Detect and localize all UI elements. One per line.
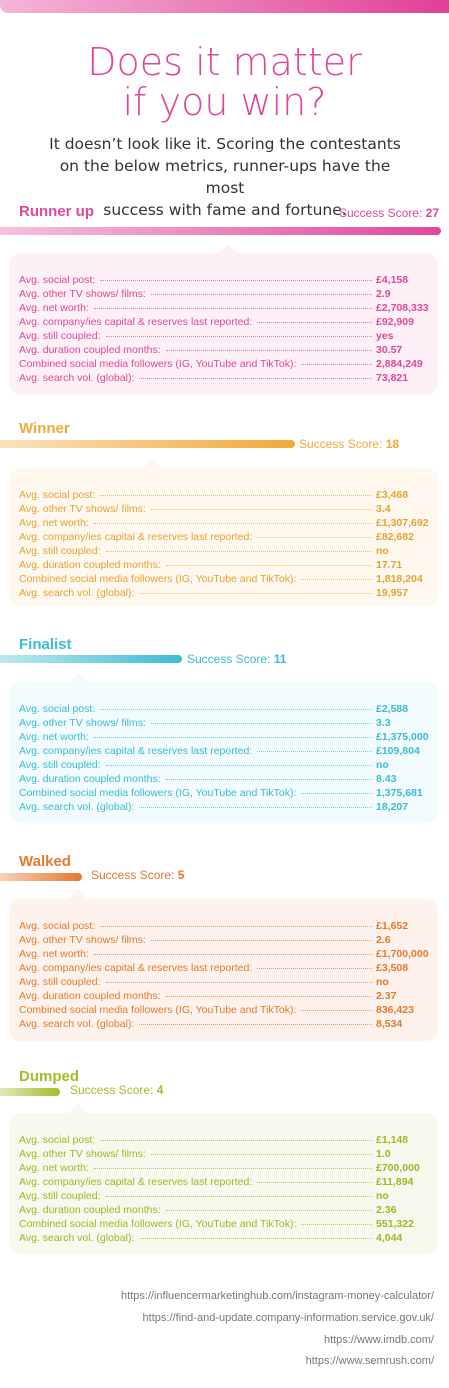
metric-label: Combined social media followers (IG, YouTube and TikTok): — [19, 1218, 297, 1230]
metric-row — [19, 530, 424, 544]
metric-row — [19, 544, 424, 558]
metric-value: £3,468 — [376, 489, 409, 501]
metric-row — [19, 744, 424, 758]
panel-pointer — [144, 459, 162, 468]
metric-row — [19, 357, 424, 371]
section-title: Winner — [19, 420, 70, 437]
dotted-leader — [94, 308, 372, 309]
metric-label: Avg. other TV shows/ films: — [19, 717, 146, 729]
metric-label: Avg. net worth: — [19, 1162, 89, 1174]
section-title: Dumped — [19, 1068, 79, 1085]
metric-row — [19, 273, 424, 287]
dotted-leader — [151, 294, 372, 295]
dotted-leader — [257, 537, 372, 538]
metric-row — [19, 343, 424, 357]
metric-value: 8,534 — [376, 1018, 403, 1030]
metric-value: £4,158 — [376, 274, 409, 286]
success-score-text: Success Score: — [70, 1083, 157, 1097]
metric-label: Combined social media followers (IG, YouTube and TikTok): — [19, 787, 297, 799]
metric-value: 2.36 — [376, 1204, 397, 1216]
metric-value: £11,894 — [376, 1176, 414, 1188]
metrics-panel — [9, 899, 438, 1041]
metric-value: 1,375,681 — [376, 787, 423, 799]
metric-value: £1,307,692 — [376, 517, 429, 529]
metric-value: 19,957 — [376, 587, 409, 599]
page-title-line-2: if you win? — [122, 80, 327, 124]
metric-value: 3.3 — [376, 717, 391, 729]
success-score-bar — [0, 655, 182, 663]
success-score-text: Success Score: — [338, 206, 426, 220]
dotted-leader — [301, 579, 372, 580]
metric-row — [19, 371, 424, 385]
dotted-leader — [301, 1224, 372, 1225]
success-score-value: 5 — [177, 868, 185, 882]
metric-label: Combined social media followers (IG, YouTube and TikTok): — [19, 1004, 297, 1016]
metric-label: Avg. social post: — [19, 1134, 96, 1146]
metric-row — [19, 730, 429, 744]
panel-pointer — [69, 890, 87, 899]
success-score-label — [339, 206, 439, 220]
metric-row — [19, 919, 424, 933]
dotted-leader — [106, 765, 372, 766]
metric-row — [19, 287, 424, 301]
success-score-label — [70, 1083, 163, 1097]
metric-label: Avg. company/ies capital & reserves last reported: — [19, 531, 253, 543]
success-score-text: Success Score: — [299, 437, 386, 451]
success-score-bar — [0, 227, 441, 235]
metric-row — [19, 1189, 424, 1203]
metric-label: Avg. other TV shows/ films: — [19, 934, 146, 946]
dotted-leader — [100, 709, 372, 710]
metric-value: no — [376, 759, 389, 771]
metrics-panel — [9, 468, 438, 606]
dotted-leader — [257, 968, 372, 969]
metric-value: 3.4 — [376, 503, 391, 515]
metric-row — [19, 947, 429, 961]
metric-label: Avg. social post: — [19, 920, 96, 932]
metric-label: Avg. search vol. (global): — [19, 1232, 135, 1244]
metric-row — [19, 1203, 424, 1217]
metric-row — [19, 786, 424, 800]
metric-value: 30.57 — [376, 344, 403, 356]
metric-value: 1,818,204 — [376, 573, 423, 585]
metric-value: yes — [376, 330, 394, 342]
metric-label: Avg. still coupled: — [19, 1190, 101, 1202]
metric-label: Avg. still coupled: — [19, 976, 101, 988]
subtitle-line-1: It doesn’t look like it. Scoring the contestants — [49, 135, 401, 153]
metric-label: Combined social media followers (IG, YouTube and TikTok): — [19, 358, 297, 370]
metric-label: Avg. other TV shows/ films: — [19, 288, 146, 300]
metric-value: £1,700,000 — [376, 948, 429, 960]
dotted-leader — [100, 1140, 372, 1141]
metric-label: Avg. company/ies capital & reserves last reported: — [19, 316, 253, 328]
metric-label: Avg. still coupled: — [19, 330, 101, 342]
metric-label: Avg. search vol. (global): — [19, 801, 135, 813]
panel-pointer — [69, 673, 87, 682]
source-link[interactable]: https://influencermarketinghub.com/instagram-money-calculator/ — [120, 1290, 434, 1302]
dotted-leader — [151, 940, 372, 941]
metric-row — [19, 502, 424, 516]
metric-row — [19, 772, 424, 786]
metric-row — [19, 301, 429, 315]
section-title: Walked — [19, 853, 71, 870]
metric-value: £700,000 — [376, 1162, 420, 1174]
metric-value: £82,682 — [376, 531, 414, 543]
metric-label: Avg. duration coupled months: — [19, 1204, 161, 1216]
metric-row — [19, 1231, 424, 1245]
metric-row — [19, 975, 424, 989]
section-title: Finalist — [19, 636, 72, 653]
metric-label: Avg. social post: — [19, 703, 96, 715]
metric-row — [19, 800, 424, 814]
metric-value: £1,148 — [376, 1134, 409, 1146]
dotted-leader — [139, 807, 372, 808]
metric-row — [19, 329, 424, 343]
metric-value: no — [376, 545, 389, 557]
success-score-value: 27 — [425, 206, 439, 220]
success-score-text: Success Score: — [187, 652, 274, 666]
dotted-leader — [100, 495, 372, 496]
metric-label: Avg. net worth: — [19, 517, 89, 529]
dotted-leader — [106, 336, 372, 337]
section-dumped — [0, 1068, 449, 1254]
success-score-text: Success Score: — [91, 868, 178, 882]
metric-value: 1.0 — [376, 1148, 391, 1160]
success-score-value: 11 — [273, 652, 287, 666]
success-score-value: 4 — [156, 1083, 164, 1097]
metric-row — [19, 1133, 424, 1147]
success-score-label — [187, 652, 286, 666]
metric-label: Avg. other TV shows/ films: — [19, 503, 146, 515]
metric-row — [19, 716, 424, 730]
metric-label: Combined social media followers (IG, YouTube and TikTok): — [19, 573, 297, 585]
metric-label: Avg. net worth: — [19, 731, 89, 743]
metric-row — [19, 758, 424, 772]
metric-value: £1,375,000 — [376, 731, 429, 743]
metric-row — [19, 315, 424, 329]
dotted-leader — [139, 1238, 372, 1239]
source-link[interactable]: https://find-and-update.company-information.service.gov.uk/ — [142, 1312, 434, 1324]
metric-label: Avg. net worth: — [19, 948, 89, 960]
dotted-leader — [166, 996, 372, 997]
section-title: Runner up — [19, 203, 94, 220]
dotted-leader — [151, 723, 372, 724]
dotted-leader — [94, 1168, 372, 1169]
metric-label: Avg. still coupled: — [19, 759, 101, 771]
metric-label: Avg. duration coupled months: — [19, 990, 161, 1002]
metric-label: Avg. duration coupled months: — [19, 773, 161, 785]
metric-label: Avg. still coupled: — [19, 545, 101, 557]
metric-row — [19, 1017, 424, 1031]
metric-value: no — [376, 976, 389, 988]
metric-value: £2,588 — [376, 703, 409, 715]
top-accent-bar — [0, 0, 449, 13]
dotted-leader — [151, 1154, 372, 1155]
metric-value: no — [376, 1190, 389, 1202]
dotted-leader — [257, 322, 372, 323]
metric-label: Avg. duration coupled months: — [19, 344, 161, 356]
page-title-line-1: Does it matter — [87, 40, 362, 84]
success-score-label — [299, 437, 399, 451]
metric-label: Avg. company/ies capital & reserves last reported: — [19, 745, 253, 757]
dotted-leader — [139, 378, 372, 379]
metric-label: Avg. search vol. (global): — [19, 587, 135, 599]
success-score-bar — [0, 1088, 60, 1096]
metric-value: 2.37 — [376, 990, 397, 1002]
success-score-bar — [0, 873, 82, 881]
dotted-leader — [94, 737, 372, 738]
dotted-leader — [166, 779, 372, 780]
metric-label: Avg. other TV shows/ films: — [19, 1148, 146, 1160]
metrics-panel — [9, 253, 438, 395]
subtitle-line-3: success with fame and fortune. — [103, 201, 347, 219]
metrics-panel — [9, 682, 438, 823]
metric-value: 17.71 — [376, 559, 403, 571]
metric-value: 836,423 — [376, 1004, 414, 1016]
metric-label: Avg. social post: — [19, 274, 96, 286]
metric-row — [19, 1217, 424, 1231]
metric-value: 4,044 — [376, 1232, 403, 1244]
success-score-label — [91, 868, 184, 882]
panel-pointer — [219, 244, 237, 253]
metric-label: Avg. search vol. (global): — [19, 1018, 135, 1030]
dotted-leader — [94, 523, 372, 524]
metric-value: £92,909 — [376, 316, 414, 328]
success-score-value: 18 — [385, 437, 400, 451]
subtitle-line-2: on the below metrics, runner-ups have the most — [59, 157, 391, 197]
metric-label: Avg. company/ies capital & reserves last reported: — [19, 962, 253, 974]
section-walked — [0, 853, 449, 1041]
metric-row — [19, 989, 424, 1003]
source-link[interactable]: https://www.imdb.com/ — [323, 1334, 434, 1346]
panel-pointer — [69, 1104, 87, 1113]
section-winner — [0, 420, 449, 606]
metrics-panel — [9, 1113, 438, 1254]
metric-label: Avg. net worth: — [19, 302, 89, 314]
metric-row — [19, 1161, 424, 1175]
metric-row — [19, 961, 424, 975]
dotted-leader — [301, 793, 372, 794]
dotted-leader — [106, 1196, 372, 1197]
metric-row — [19, 702, 424, 716]
dotted-leader — [257, 1182, 372, 1183]
metric-value: 2.9 — [376, 288, 391, 300]
metric-row — [19, 933, 424, 947]
dotted-leader — [100, 926, 372, 927]
section-runner-up — [0, 203, 449, 395]
metric-value: 551,322 — [376, 1218, 414, 1230]
dotted-leader — [166, 1210, 372, 1211]
success-score-bar — [0, 440, 295, 448]
source-link[interactable]: https://www.semrush.com/ — [305, 1355, 434, 1367]
dotted-leader — [301, 364, 372, 365]
metric-row — [19, 1147, 424, 1161]
metric-label: Avg. search vol. (global): — [19, 372, 135, 384]
dotted-leader — [166, 350, 372, 351]
dotted-leader — [106, 982, 372, 983]
metric-row — [19, 572, 424, 586]
metric-value: 2,884,249 — [376, 358, 423, 370]
metric-label: Avg. duration coupled months: — [19, 559, 161, 571]
metric-row — [19, 558, 424, 572]
dotted-leader — [166, 565, 372, 566]
metric-value: 8.43 — [376, 773, 397, 785]
dotted-leader — [139, 593, 372, 594]
metric-row — [19, 516, 429, 530]
metric-label: Avg. company/ies capital & reserves last reported: — [19, 1176, 253, 1188]
metric-row — [19, 586, 424, 600]
metric-row — [19, 1003, 424, 1017]
section-finalist — [0, 636, 449, 823]
dotted-leader — [301, 1010, 372, 1011]
metric-value: £3,508 — [376, 962, 409, 974]
metric-value: £1,652 — [376, 920, 409, 932]
metric-label: Avg. social post: — [19, 489, 96, 501]
metric-value: £2,708,333 — [376, 302, 429, 314]
metric-value: 2.6 — [376, 934, 391, 946]
dotted-leader — [100, 280, 372, 281]
dotted-leader — [151, 509, 372, 510]
metric-value: £109,804 — [376, 745, 420, 757]
metric-value: 73,821 — [376, 372, 409, 384]
dotted-leader — [139, 1024, 372, 1025]
metric-value: 18,207 — [376, 801, 409, 813]
dotted-leader — [106, 551, 372, 552]
dotted-leader — [257, 751, 372, 752]
metric-row — [19, 1175, 424, 1189]
metric-row — [19, 488, 424, 502]
dotted-leader — [94, 954, 372, 955]
